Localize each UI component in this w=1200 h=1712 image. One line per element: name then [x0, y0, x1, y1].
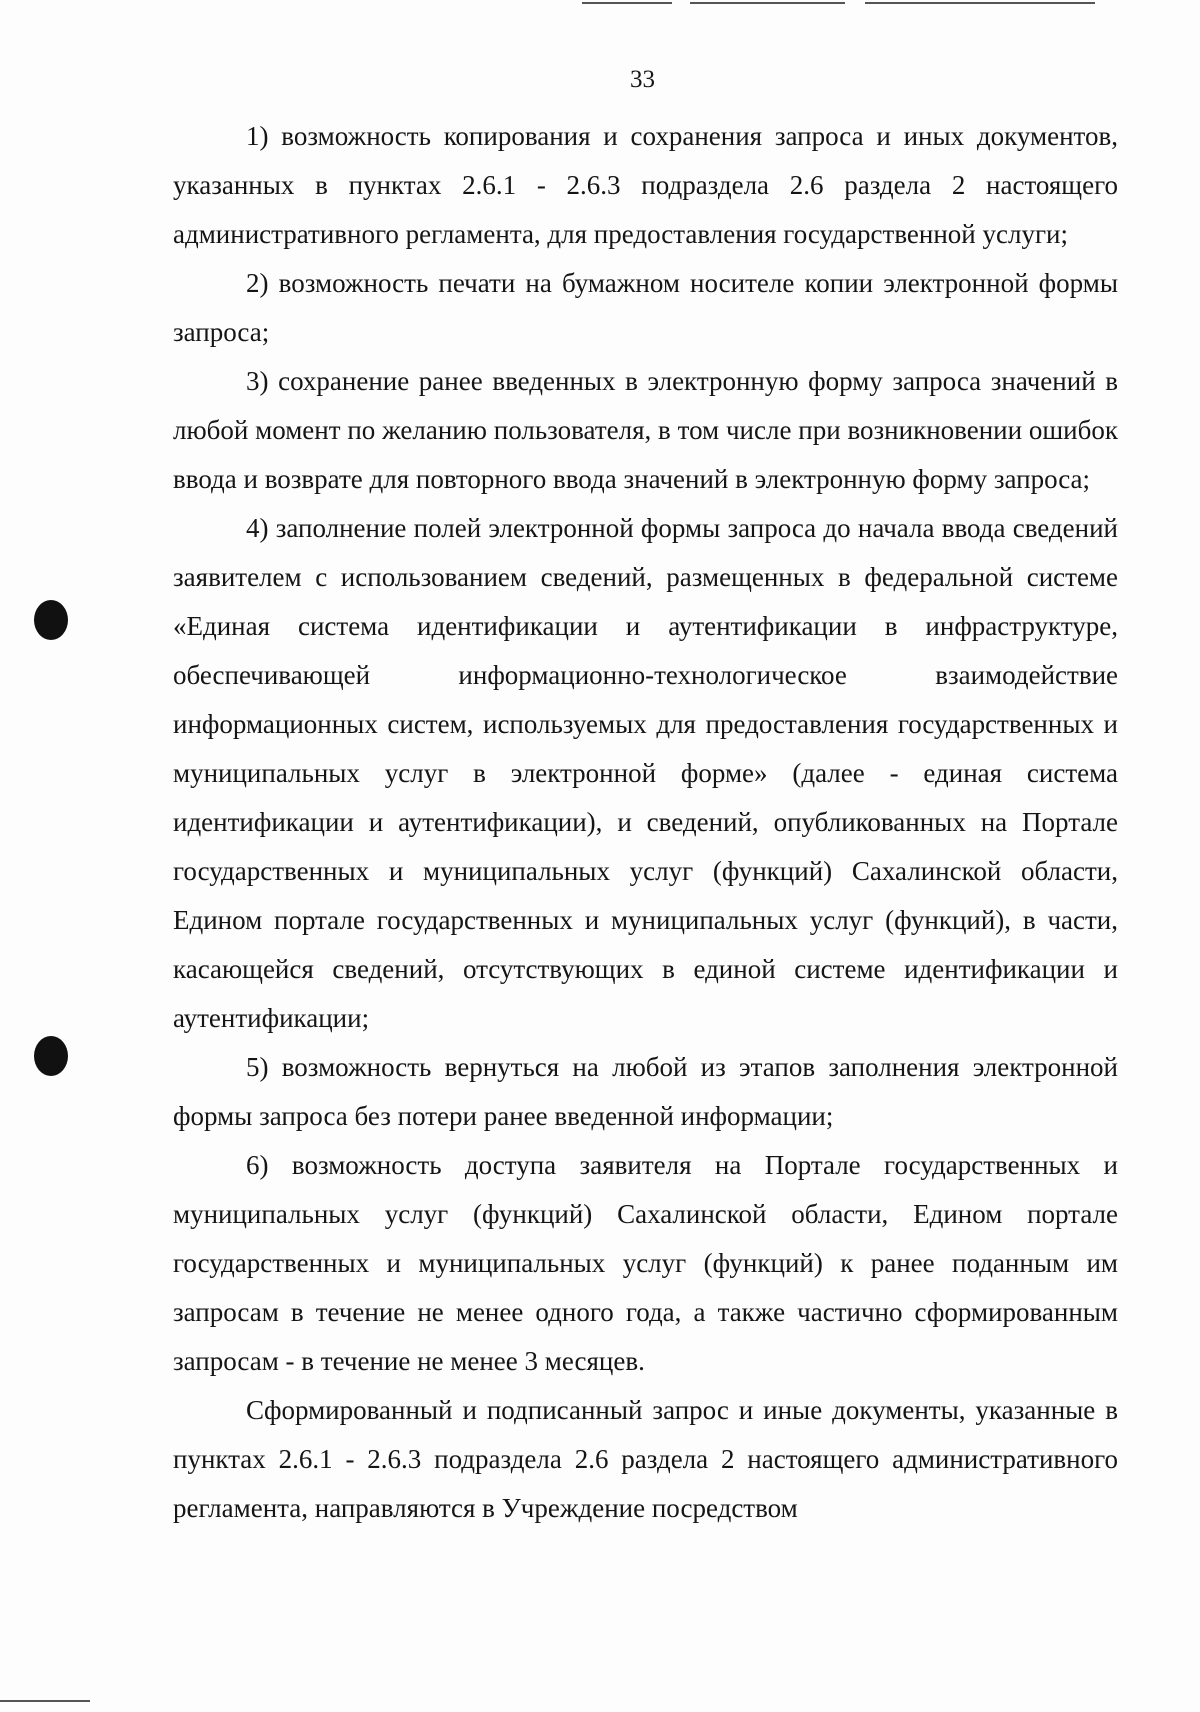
punch-hole — [34, 1036, 68, 1076]
paragraph-item-2: 2) возможность печати на бумажном носителе копии электронной формы запроса; — [173, 268, 1118, 347]
page-number: 33 — [630, 66, 655, 93]
paragraph-item-1: 1) возможность копирования и сохранения запроса и иных документов, указанных в пунктах 2.6.1 - 2.6.3 подраздела 2.6 раздела 2 настоящего административного регламента, для предоставления государственной услуги; — [173, 121, 1118, 249]
scan-edge-line — [865, 2, 1095, 4]
document-body — [173, 112, 1118, 1533]
scan-edge-line — [0, 1700, 90, 1702]
paragraph-closing: Сформированный и подписанный запрос и иные документы, указанные в пунктах 2.6.1 - 2.6.3 подраздела 2.6 раздела 2 настоящего административного регламента, направляются в Учреждение посредством — [173, 1395, 1118, 1523]
punch-hole — [34, 600, 68, 640]
scan-edge-line — [690, 2, 845, 4]
paragraph-item-5: 5) возможность вернуться на любой из этапов заполнения электронной формы запроса без потери ранее введенной информации; — [173, 1052, 1118, 1131]
paragraph-item-4: 4) заполнение полей электронной формы запроса до начала ввода сведений заявителем с использованием сведений, размещенных в федеральной системе «Единая система идентификации и аутентификации в инфраструктуре, обеспечивающей информационно-технологическое взаимодействие информационных систем, используемых для предоставления государственных и муниципальных услуг в электронной форме» (далее - единая система идентификации и аутентификации), и сведений, опубликованных на Портале государственных и муниципальных услуг (функций) Сахалинской области, Едином портале государственных и муниципальных услуг (функций), в части, касающейся сведений, отсутствующих в единой системе идентификации и аутентификации; — [173, 513, 1118, 1033]
paragraph-item-3: 3) сохранение ранее введенных в электронную форму запроса значений в любой момент по желанию пользователя, в том числе при возникновении ошибок ввода и возврате для повторного ввода значений в электронную форму запроса; — [173, 366, 1118, 494]
scan-edge-line — [582, 2, 672, 4]
paragraph-item-6: 6) возможность доступа заявителя на Портале государственных и муниципальных услуг (функций) Сахалинской области, Едином портале государственных и муниципальных услуг (функций) к ранее поданным им запросам в течение не менее одного года, а также частично сформированным запросам - в течение не менее 3 месяцев. — [173, 1150, 1118, 1376]
